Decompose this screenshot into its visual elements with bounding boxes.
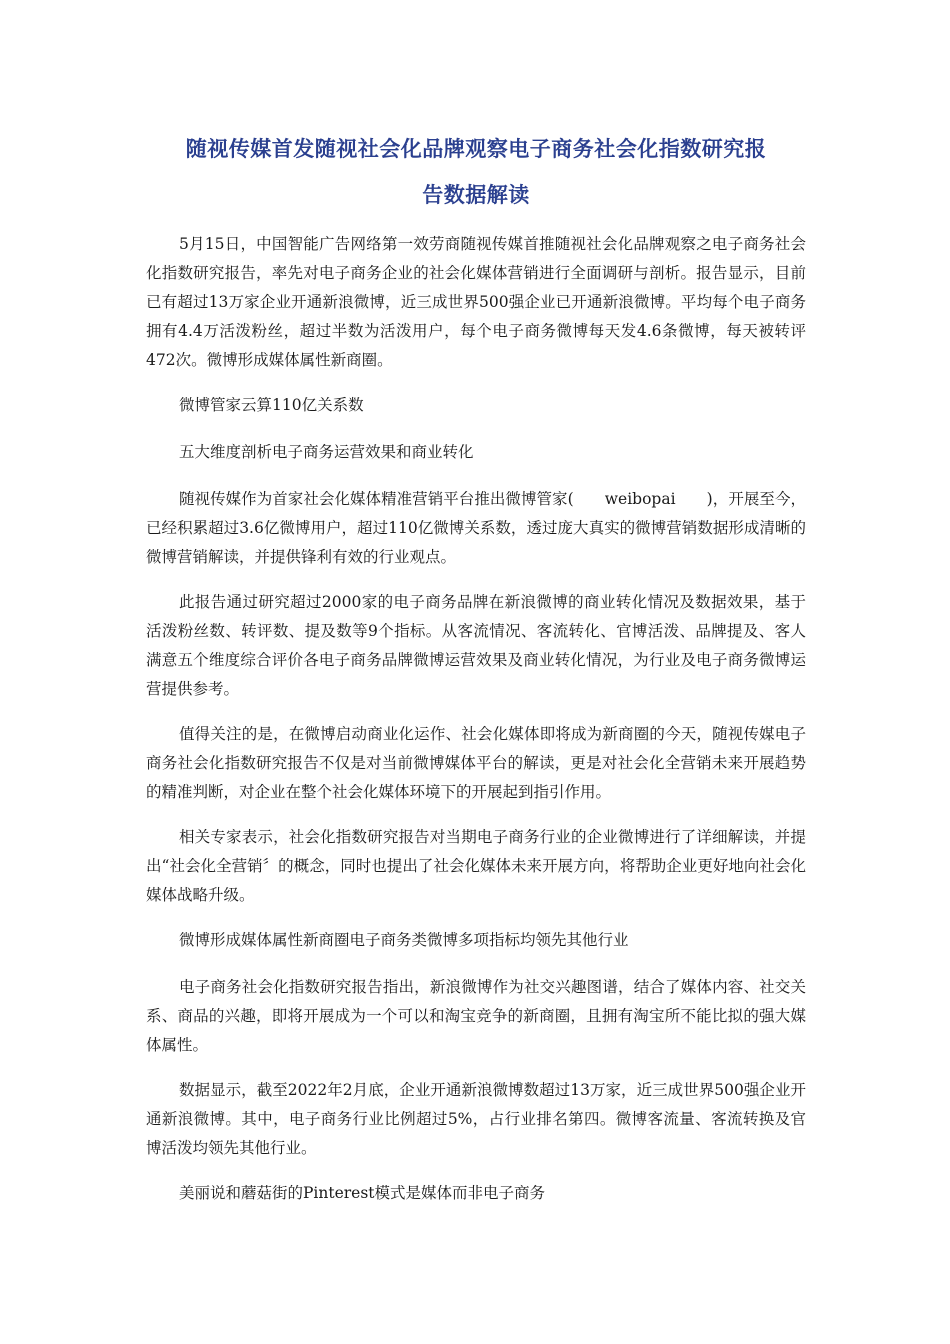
title-line-2: 告数据解读 bbox=[422, 183, 530, 207]
paragraph: 此报告通过研究超过2000家的电子商务品牌在新浪微博的商业转化情况及数据效果，基于活泼粉丝数、转评数、提及数等9个指标。从客流情况、客流转化、官博活泼、品牌提及、客人满意五个维度综合评价各电子商务品牌微博运营效果及商业转化情况，为行业及电子商务微博运营提供参考。 bbox=[146, 593, 806, 698]
paragraph: 值得关注的是，在微博启动商业化运作、社会化媒体即将成为新商圈的今天，随视传媒电子商务社会化指数研究报告不仅是对当前微博媒体平台的解读，更是对社会化全营销未来开展趋势的精准判断，对企业在整个社会化媒体环境下的开展起到指引作用。 bbox=[146, 725, 806, 801]
paragraph: 数据显示，截至2022年2月底，企业开通新浪微博数超过13万家，近三成世界500强企业开通新浪微博。其中，电子商务行业比例超过5%，占行业排名第四。微博客流量、客流转换及官博活泼均领先其他行业。 bbox=[146, 1081, 806, 1157]
paragraph: 相关专家表示，社会化指数研究报告对当期电子商务行业的企业微博进行了详细解读，并提出“社会化全营销〞的概念，同时也提出了社会化媒体未来开展方向，将帮助企业更好地向社会化媒体战略升级。 bbox=[146, 828, 806, 904]
section-heading-4: 美丽说和蘑菇街的Pinterest模式是媒体而非电子商务 bbox=[179, 1184, 546, 1202]
paragraph: 电子商务社会化指数研究报告指出，新浪微博作为社交兴趣图谱，结合了媒体内容、社交关系、商品的兴趣，即将开展成为一个可以和淘宝竞争的新商圈，且拥有淘宝所不能比拟的强大媒体属性。 bbox=[146, 978, 806, 1054]
paragraph: 随视传媒作为首家社会化媒体精准营销平台推出微博管家( weibopai )，开展至今，已经积累超过3.6亿微博用户，超过110亿微博关系数，透过庞大真实的微博营销数据形成清晰的微博营销解读，并提供锋利有效的行业观点。 bbox=[146, 490, 806, 566]
paragraph-intro: 5月15日，中国智能广告网络第一效劳商随视传媒首推随视社会化品牌观察之电子商务社会化指数研究报告，率先对电子商务企业的社会化媒体营销进行全面调研与剖析。报告显示，目前已有超过13万家企业开通新浪微博，近三成世界500强企业已开通新浪微博。平均每个电子商务拥有4.4万活泼粉丝，超过半数为活泼用户，每个电子商务微博每天发4.6条微博，每天被转评472次。微博形成媒体属性新商圈。 bbox=[146, 235, 806, 369]
section-heading-1: 微博管家云算110亿关系数 bbox=[179, 396, 364, 414]
document-body bbox=[146, 230, 806, 1208]
document-title bbox=[146, 126, 806, 218]
title-line-1: 随视传媒首发随视社会化品牌观察电子商务社会化指数研究报 bbox=[185, 137, 767, 161]
section-heading-2: 五大维度剖析电子商务运营效果和商业转化 bbox=[179, 443, 474, 461]
document-page bbox=[146, 126, 806, 1226]
section-heading-3: 微博形成媒体属性新商圈电子商务类微博多项指标均领先其他行业 bbox=[179, 931, 629, 949]
